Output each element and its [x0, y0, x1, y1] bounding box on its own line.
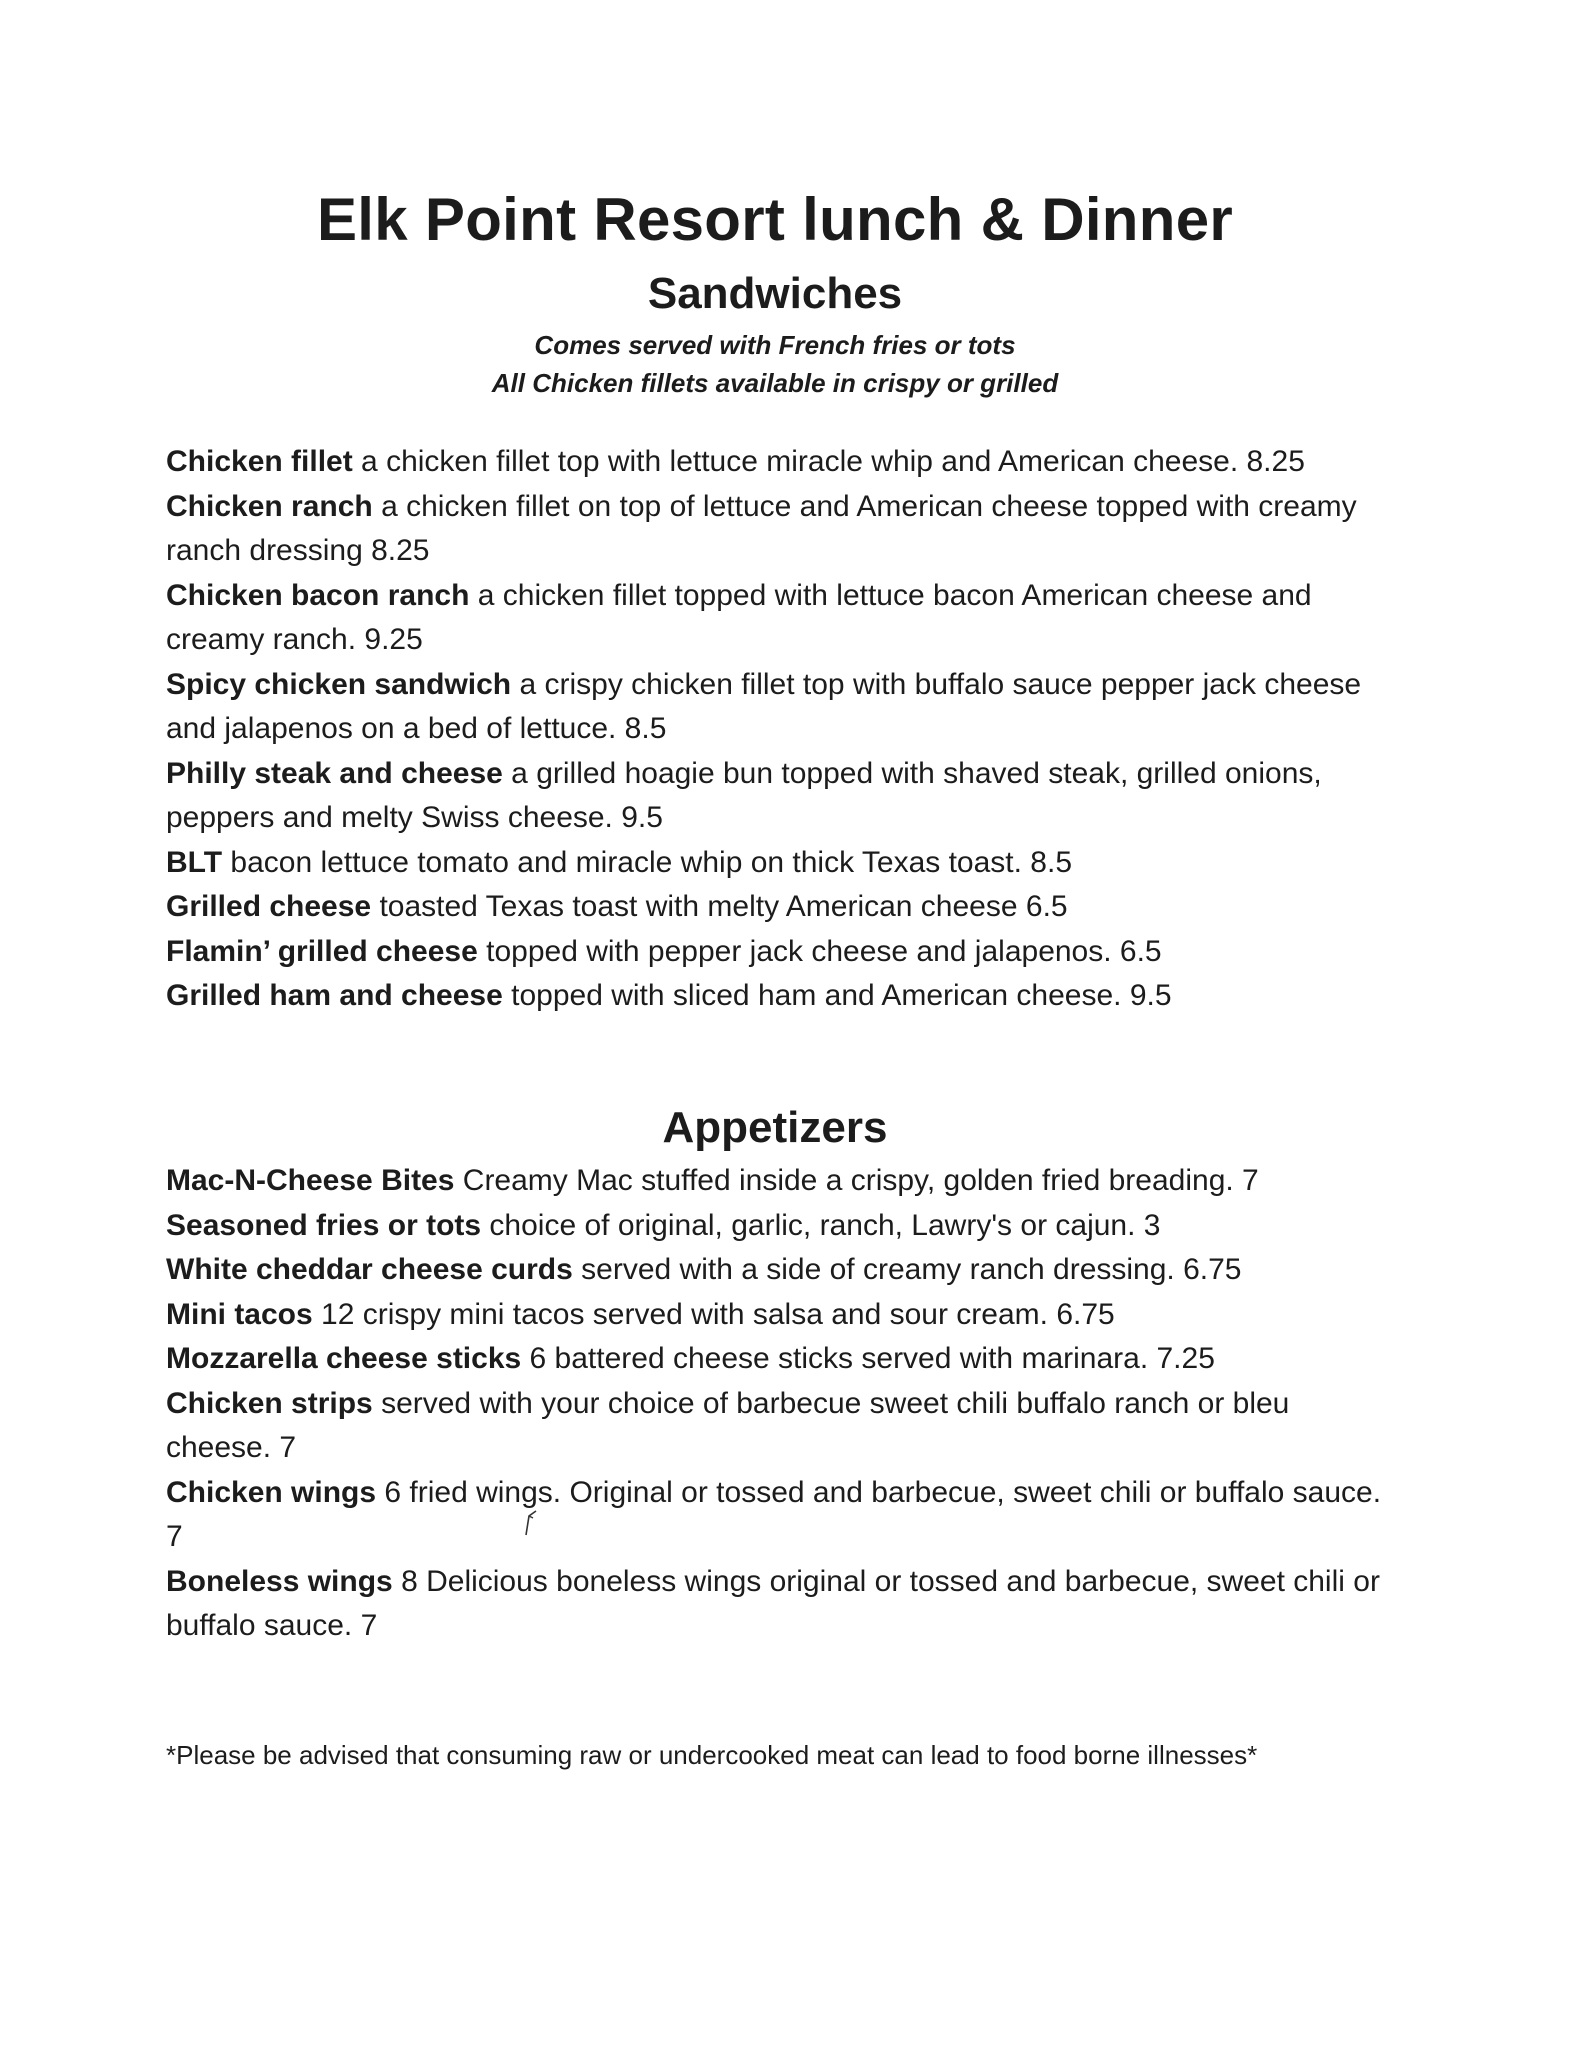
- item-description: served with a side of creamy ranch dressing. 6.75: [572, 1253, 1242, 1286]
- sandwiches-heading: Sandwiches: [647, 269, 903, 318]
- menu-item: [166, 1159, 1396, 1204]
- menu-item: [166, 841, 1396, 886]
- menu-item: [166, 1560, 1396, 1649]
- menu-item: [166, 974, 1396, 1019]
- item-description: 12 crispy mini tacos served with salsa and sour cream. 6.75: [312, 1297, 1115, 1331]
- menu-item: [166, 485, 1396, 574]
- item-description: a chicken fillet on top of lettuce and American cheese topped with creamy ranch dressing 8.25: [166, 489, 1357, 567]
- pen-mark-icon: [522, 1507, 540, 1537]
- menu-item: [166, 752, 1396, 841]
- item-description: a grilled hoagie bun topped with shaved steak, grilled onions, peppers and melty Swiss cheese. 9.5: [166, 756, 1322, 834]
- sandwiches-notes: [0, 326, 1550, 402]
- menu-item: [166, 1471, 1396, 1560]
- item-description: served with your choice of barbecue sweet chili buffalo ranch or bleu cheese. 7: [166, 1386, 1290, 1464]
- item-name: Chicken bacon ranch: [166, 578, 470, 612]
- item-name: Grilled ham and cheese: [166, 979, 503, 1012]
- item-description: topped with pepper jack cheese and jalapenos. 6.5: [477, 934, 1162, 968]
- item-name: BLT: [166, 845, 223, 879]
- menu-item: [166, 663, 1396, 752]
- item-description: a crispy chicken fillet top with buffalo sauce pepper jack cheese and jalapenos on a bed of lettuce. 8.5: [166, 667, 1362, 745]
- disclaimer: *Please be advised that consuming raw or undercooked meat can lead to food borne illnesses*: [166, 1740, 1258, 1770]
- item-name: Chicken wings: [166, 1475, 377, 1509]
- appetizers-heading: Appetizers: [662, 1103, 888, 1152]
- item-name: Mac-N-Cheese Bites: [166, 1164, 455, 1197]
- item-description: choice of original, garlic, ranch, Lawry's or cajun. 3: [481, 1208, 1161, 1242]
- menu-item: [166, 1248, 1396, 1293]
- sandwiches-note: All Chicken fillets available in crispy or grilled: [491, 368, 1059, 398]
- item-name: White cheddar cheese curds: [166, 1253, 573, 1286]
- item-name: Flamin’ grilled cheese: [166, 934, 478, 968]
- menu-item: [166, 1337, 1396, 1382]
- menu-item: [166, 885, 1396, 930]
- item-description: 6 fried wings. Original or tossed and barbecue, sweet chili or buffalo sauce. 7: [166, 1475, 1382, 1553]
- item-description: Creamy Mac stuffed inside a crispy, golden fried breading. 7: [454, 1164, 1259, 1197]
- menu-item: [166, 930, 1396, 975]
- item-description: topped with sliced ham and American cheese. 9.5: [502, 979, 1172, 1012]
- menu-item: [166, 1204, 1396, 1249]
- menu-item: [166, 1293, 1396, 1338]
- item-description: 6 battered cheese sticks served with marinara. 7.25: [521, 1342, 1215, 1375]
- item-name: Boneless wings: [166, 1564, 393, 1598]
- item-name: Mozzarella cheese sticks: [166, 1342, 522, 1375]
- appetizers-list: [166, 1159, 1396, 1649]
- item-description: a chicken fillet top with lettuce miracle whip and American cheese. 8.25: [352, 445, 1305, 478]
- item-name: Chicken ranch: [166, 489, 373, 523]
- menu-item: [166, 440, 1396, 485]
- item-description: 8 Delicious boneless wings original or tossed and barbecue, sweet chili or buffalo sauce. 7: [166, 1564, 1380, 1642]
- sandwiches-note: Comes served with French fries or tots: [534, 330, 1016, 360]
- item-name: Spicy chicken sandwich: [166, 667, 512, 701]
- menu-title: Elk Point Resort lunch & Dinner: [316, 186, 1234, 253]
- item-name: Chicken fillet: [166, 445, 353, 478]
- item-name: Chicken strips: [166, 1386, 373, 1420]
- item-name: Grilled cheese: [166, 890, 372, 923]
- item-description: a chicken fillet topped with lettuce bacon American cheese and creamy ranch. 9.25: [166, 578, 1312, 656]
- item-name: Mini tacos: [166, 1297, 313, 1331]
- menu-item: [166, 1382, 1396, 1471]
- menu-item: [166, 574, 1396, 663]
- sandwiches-list: [166, 440, 1396, 1019]
- item-name: Seasoned fries or tots: [166, 1208, 482, 1242]
- item-description: bacon lettuce tomato and miracle whip on thick Texas toast. 8.5: [222, 845, 1073, 879]
- item-description: toasted Texas toast with melty American cheese 6.5: [371, 890, 1068, 923]
- item-name: Philly steak and cheese: [166, 756, 503, 790]
